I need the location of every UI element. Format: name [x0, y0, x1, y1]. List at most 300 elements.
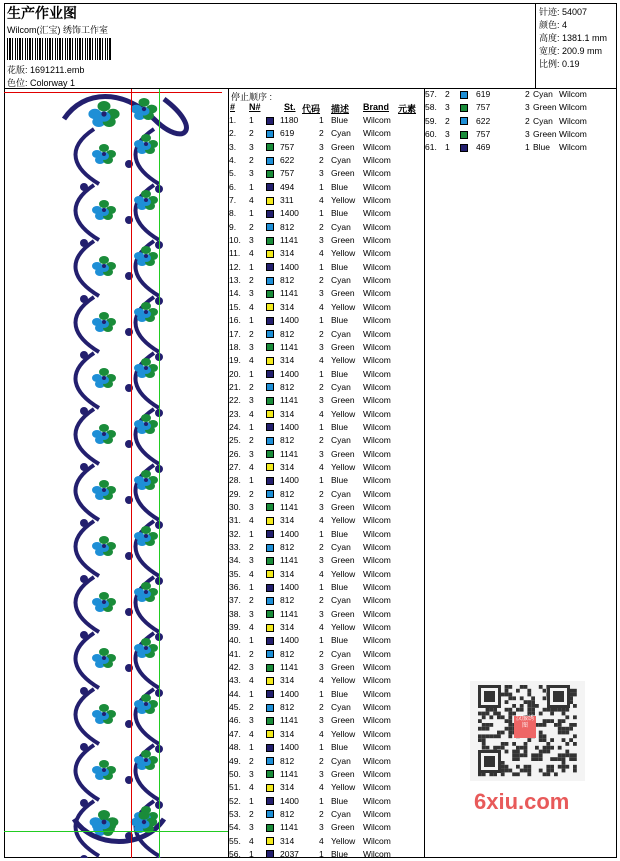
col-header-element: 元素	[398, 104, 417, 114]
color-name: Yellow	[331, 568, 356, 579]
stop-row	[229, 608, 424, 621]
needle-code: 2	[319, 542, 324, 552]
thread-brand: Wilcom	[363, 288, 391, 299]
qr-module	[486, 746, 490, 750]
needle-code: 1	[319, 635, 324, 646]
color-swatch	[266, 837, 274, 845]
color-swatch	[266, 530, 274, 538]
qr-module	[539, 738, 543, 742]
stop-row	[229, 714, 424, 727]
color-swatch	[266, 357, 274, 365]
needle-code: 3	[319, 448, 324, 459]
thread-brand: Wilcom	[363, 461, 391, 472]
qr-module	[550, 746, 554, 750]
color-swatch	[266, 170, 274, 178]
flower-petal	[98, 101, 111, 111]
qr-module	[508, 715, 512, 719]
stop-index: 49.	[229, 755, 241, 766]
color-name: Cyan	[533, 89, 553, 99]
stop-index: 27.	[229, 461, 241, 472]
qr-module	[497, 746, 501, 750]
needle-number: 2	[249, 128, 254, 139]
thread-code: 1400	[280, 208, 299, 219]
color-swatch	[266, 290, 274, 298]
needle-code: 4	[319, 301, 324, 312]
stop-index: 18.	[229, 341, 241, 352]
thread-code: 1141	[280, 501, 299, 512]
color-swatch	[266, 517, 274, 525]
qr-module	[543, 696, 547, 700]
thread-code: 314	[280, 728, 295, 739]
stop-index: 40.	[229, 635, 241, 646]
color-swatch	[460, 91, 468, 99]
needle-code: 3	[319, 288, 324, 299]
color-swatch	[266, 330, 274, 338]
stop-index: 36.	[229, 582, 241, 593]
qr-module	[505, 700, 509, 704]
qr-module	[546, 769, 550, 773]
embroidery-artwork	[4, 89, 228, 858]
thread-code: 1400	[280, 688, 299, 699]
thread-brand: Wilcom	[363, 568, 391, 579]
needle-number: 4	[249, 675, 254, 686]
thread-brand: Wilcom	[363, 675, 391, 686]
stop-row	[229, 167, 424, 180]
qr-module	[508, 769, 512, 773]
qr-module	[565, 753, 569, 757]
qr-module	[546, 708, 550, 712]
needle-number: 1	[249, 582, 254, 593]
color-swatch	[266, 317, 274, 325]
flower-center	[102, 600, 106, 604]
qr-module	[573, 704, 577, 708]
qr-module	[569, 757, 573, 761]
color-swatch	[266, 410, 274, 418]
color-swatch	[266, 824, 274, 832]
thread-code: 1141	[280, 822, 299, 833]
needle-number: 1	[249, 688, 254, 699]
stop-row	[229, 381, 424, 394]
thread-brand: Wilcom	[363, 515, 391, 526]
qr-module	[562, 757, 566, 761]
flower-center	[144, 702, 148, 706]
qr-module	[539, 685, 543, 689]
qr-module	[569, 738, 573, 742]
qr-module	[524, 700, 528, 704]
stop-index: 19.	[229, 355, 241, 366]
color-count: 颜色: 4	[539, 20, 568, 30]
needle-code: 2	[319, 488, 324, 499]
stop-index: 44.	[229, 688, 241, 699]
color-swatch	[266, 197, 274, 205]
stop-row	[229, 274, 424, 287]
stop-index: 43.	[229, 675, 241, 686]
color-name: Green	[331, 395, 355, 406]
stop-row	[229, 674, 424, 687]
qr-module	[512, 772, 516, 776]
stop-index: 39.	[229, 622, 241, 633]
needle-code: 2	[319, 808, 324, 819]
flower-center	[144, 198, 148, 202]
qr-module	[527, 693, 531, 697]
thread-code: 314	[280, 568, 295, 579]
qr-module	[573, 769, 577, 773]
needle-number: 3	[249, 608, 254, 619]
qr-module	[569, 723, 573, 727]
qr-module	[512, 696, 516, 700]
thread-code: 622	[476, 115, 491, 126]
needle-code: 4	[319, 675, 324, 686]
col-header-needle: N#	[249, 102, 261, 112]
thread-brand: Wilcom	[363, 475, 391, 486]
qr-module	[527, 704, 531, 708]
needle-number: 3	[249, 168, 254, 179]
stop-row	[229, 808, 424, 821]
needle-number: 1	[249, 261, 254, 272]
stop-index: 25.	[229, 435, 241, 446]
qr-module	[531, 753, 535, 757]
qr-module	[505, 750, 509, 754]
needle-number: 4	[249, 408, 254, 419]
qr-module	[539, 712, 543, 716]
qr-module	[489, 723, 493, 727]
qr-module	[478, 719, 482, 723]
color-name: Green	[331, 235, 355, 246]
needle-number: 3	[249, 235, 254, 246]
needle-number: 2	[249, 435, 254, 446]
flower-center	[102, 488, 106, 492]
qr-module	[516, 689, 520, 693]
qr-module	[524, 685, 528, 689]
stop-index: 16.	[229, 315, 241, 326]
stop-row	[229, 795, 424, 808]
flower-center	[144, 422, 148, 426]
color-name: Yellow	[331, 728, 356, 739]
stop-index: 20.	[229, 368, 241, 379]
qr-module	[535, 753, 539, 757]
needle-code: 1	[319, 475, 324, 486]
thread-code: 1400	[280, 795, 299, 806]
color-swatch	[266, 117, 274, 125]
thread-brand: Wilcom	[363, 408, 391, 419]
thread-code: 314	[280, 835, 295, 846]
thread-brand: Wilcom	[363, 822, 391, 833]
color-swatch	[266, 143, 274, 151]
qr-module	[573, 693, 577, 697]
qr-module	[524, 753, 528, 757]
design-scale: 比例: 0.19	[539, 59, 580, 69]
needle-number: 3	[249, 501, 254, 512]
qr-module	[505, 727, 509, 731]
flower-petal	[99, 536, 109, 544]
flower-petal	[141, 246, 151, 254]
color-swatch	[266, 237, 274, 245]
stop-index: 52.	[229, 795, 241, 806]
needle-code: 4	[319, 728, 324, 739]
qr-module	[512, 753, 516, 757]
qr-module	[516, 772, 520, 776]
qr-module	[550, 719, 554, 723]
color-name: Green	[331, 608, 355, 619]
flower-petal	[98, 810, 110, 820]
qr-module	[520, 746, 524, 750]
qr-module	[550, 738, 554, 742]
thread-code: 1141	[280, 715, 299, 726]
color-swatch	[266, 690, 274, 698]
needle-number: 2	[249, 702, 254, 713]
thread-code: 314	[280, 782, 295, 793]
stop-row	[229, 141, 424, 154]
color-name: Green	[331, 662, 355, 673]
needle-number: 1	[249, 848, 254, 859]
color-name: Yellow	[331, 461, 356, 472]
needle-code: 3	[319, 168, 324, 179]
stitch-count: 针迹: 54007	[539, 7, 588, 17]
stop-row	[229, 247, 424, 260]
color-swatch	[266, 130, 274, 138]
design-stats	[535, 3, 617, 88]
needle-code: 1	[319, 528, 324, 539]
stop-index: 51.	[229, 782, 241, 793]
design-width: 宽度: 200.9 mm	[539, 46, 603, 56]
col-header-code: 代码	[302, 104, 321, 114]
needle-number: 4	[249, 728, 254, 739]
stop-index: 59.	[425, 115, 437, 126]
qr-module	[550, 712, 554, 716]
qr-module	[527, 772, 531, 776]
stop-index: 15.	[229, 301, 241, 312]
color-swatch	[266, 503, 274, 511]
color-swatch	[266, 717, 274, 725]
color-swatch	[266, 477, 274, 485]
thread-brand: Wilcom	[363, 795, 391, 806]
thread-code: 314	[280, 515, 295, 526]
column-divider	[424, 88, 425, 858]
thread-code: 812	[280, 328, 295, 339]
thread-brand: Wilcom	[559, 89, 587, 99]
thread-brand: Wilcom	[363, 848, 391, 859]
thread-brand: Wilcom	[363, 768, 391, 779]
color-swatch	[266, 610, 274, 618]
stop-index: 54.	[229, 822, 241, 833]
color-name: Cyan	[331, 488, 351, 499]
red-guide-line	[4, 92, 222, 93]
flower-petal	[99, 200, 109, 208]
page-title: 生产作业图	[7, 5, 77, 21]
needle-code: 2	[319, 328, 324, 339]
thread-code: 1400	[280, 742, 299, 753]
qr-module	[516, 708, 520, 712]
stop-index: 10.	[229, 235, 241, 246]
stop-row	[229, 194, 424, 207]
needle-number: 1	[249, 795, 254, 806]
qr-module	[562, 731, 566, 735]
thread-brand: Wilcom	[559, 129, 587, 140]
needle-number: 3	[249, 715, 254, 726]
thread-code: 1141	[280, 608, 299, 619]
qr-module	[501, 731, 505, 735]
thread-brand: Wilcom	[363, 755, 391, 766]
qr-module	[539, 723, 543, 727]
stop-row	[425, 115, 617, 128]
thread-brand: Wilcom	[363, 208, 391, 219]
needle-code: 4	[319, 515, 324, 526]
thread-code: 314	[280, 355, 295, 366]
qr-module	[505, 719, 509, 723]
thread-brand: Wilcom	[363, 715, 391, 726]
color-name: Blue	[331, 635, 349, 646]
stop-index: 8.	[229, 208, 237, 219]
stop-row	[229, 261, 424, 274]
flower-center	[144, 534, 148, 538]
qr-module	[573, 757, 577, 761]
color-name: Blue	[331, 421, 349, 432]
flower-petal	[99, 480, 109, 488]
color-swatch	[266, 157, 274, 165]
stop-row	[229, 354, 424, 367]
stop-row	[229, 314, 424, 327]
flower-center	[144, 366, 148, 370]
thread-code: 1400	[280, 475, 299, 486]
thread-brand: Wilcom	[363, 448, 391, 459]
thread-brand: Wilcom	[363, 381, 391, 392]
thread-brand: Wilcom	[363, 155, 391, 166]
flower-petal	[141, 358, 151, 366]
qr-module	[535, 746, 539, 750]
flower-center	[102, 544, 106, 548]
color-swatch	[266, 744, 274, 752]
stop-index: 4.	[229, 155, 237, 166]
flower-center	[102, 712, 106, 716]
thread-brand: Wilcom	[363, 662, 391, 673]
thread-brand: Wilcom	[363, 368, 391, 379]
color-name: Green	[331, 341, 355, 352]
flower-center	[144, 646, 148, 650]
color-name: Cyan	[533, 115, 553, 126]
stop-index: 13.	[229, 275, 241, 286]
needle-number: 4	[249, 355, 254, 366]
thread-code: 1400	[280, 315, 299, 326]
thread-brand: Wilcom	[363, 248, 391, 259]
color-name: Green	[331, 141, 355, 152]
thread-brand: Wilcom	[363, 275, 391, 286]
needle-number: 3	[249, 662, 254, 673]
qr-module	[501, 761, 505, 765]
color-name: Yellow	[331, 301, 356, 312]
qr-module	[527, 700, 531, 704]
flower-petal	[99, 424, 109, 432]
stop-index: 35.	[229, 568, 241, 579]
flower-center	[102, 768, 106, 772]
flower-center	[102, 208, 106, 212]
qr-module	[512, 757, 516, 761]
thread-code: 1141	[280, 235, 299, 246]
color-swatch	[266, 370, 274, 378]
qr-module	[558, 708, 562, 712]
stop-index: 41.	[229, 648, 241, 659]
col-header-index: #	[230, 102, 236, 112]
stop-row	[229, 341, 424, 354]
stop-index: 11.	[229, 248, 241, 259]
watermark-seal: 汉服绣图	[514, 716, 536, 738]
qr-module	[558, 753, 562, 757]
needle-code: 3	[319, 341, 324, 352]
thread-code: 1400	[280, 421, 299, 432]
stop-index: 28.	[229, 475, 241, 486]
thread-brand: Wilcom	[363, 595, 391, 606]
stop-row	[229, 594, 424, 607]
stop-index: 57.	[425, 89, 437, 99]
needle-code: 1	[319, 181, 324, 192]
stop-row	[229, 554, 424, 567]
qr-module	[484, 756, 495, 767]
needle-code: 4	[319, 355, 324, 366]
thread-brand: Wilcom	[363, 115, 391, 125]
thread-code: 1141	[280, 288, 299, 299]
color-swatch	[266, 544, 274, 552]
qr-module	[505, 765, 509, 769]
qr-module	[539, 731, 543, 735]
qr-module	[539, 734, 543, 738]
needle-number: 3	[445, 129, 450, 140]
qr-module	[550, 757, 554, 761]
color-swatch	[460, 117, 468, 125]
qr-module	[478, 727, 482, 731]
stop-sequence-list	[229, 114, 424, 861]
needle-code: 1	[319, 795, 324, 806]
qr-module	[508, 719, 512, 723]
thread-code: 812	[280, 808, 295, 819]
qr-module	[486, 708, 490, 712]
qr-module	[573, 715, 577, 719]
qr-module	[543, 708, 547, 712]
stop-row	[229, 541, 424, 554]
stop-row	[229, 835, 424, 848]
needle-code: 3	[319, 395, 324, 406]
qr-module	[493, 734, 497, 738]
needle-number: 1	[249, 742, 254, 753]
qr-module	[478, 738, 482, 742]
color-swatch	[266, 770, 274, 778]
thread-code: 1141	[280, 768, 299, 779]
thread-code: 1141	[280, 341, 299, 352]
qr-module	[524, 769, 528, 773]
qr-module	[497, 731, 501, 735]
color-name: Yellow	[331, 195, 356, 206]
studio-name: Wilcom(汇宝) 绣饰工作室	[7, 25, 108, 35]
color-name: Blue	[331, 795, 349, 806]
stop-index: 45.	[229, 702, 241, 713]
thread-code: 812	[280, 755, 295, 766]
thread-brand: Wilcom	[363, 808, 391, 819]
flower-center	[102, 152, 106, 156]
thread-code: 494	[280, 181, 295, 192]
needle-code: 1	[319, 208, 324, 219]
qr-module	[482, 738, 486, 742]
stop-row	[229, 408, 424, 421]
color-name: Green	[533, 129, 557, 140]
color-name: Cyan	[331, 595, 351, 606]
color-name: Blue	[331, 315, 349, 326]
thread-brand: Wilcom	[363, 555, 391, 566]
needle-number: 3	[249, 288, 254, 299]
needle-number: 3	[249, 141, 254, 152]
flower-center	[102, 820, 107, 825]
color-swatch	[460, 104, 468, 112]
needle-number: 2	[249, 221, 254, 232]
qr-module	[573, 734, 577, 738]
thread-code: 757	[280, 141, 295, 152]
